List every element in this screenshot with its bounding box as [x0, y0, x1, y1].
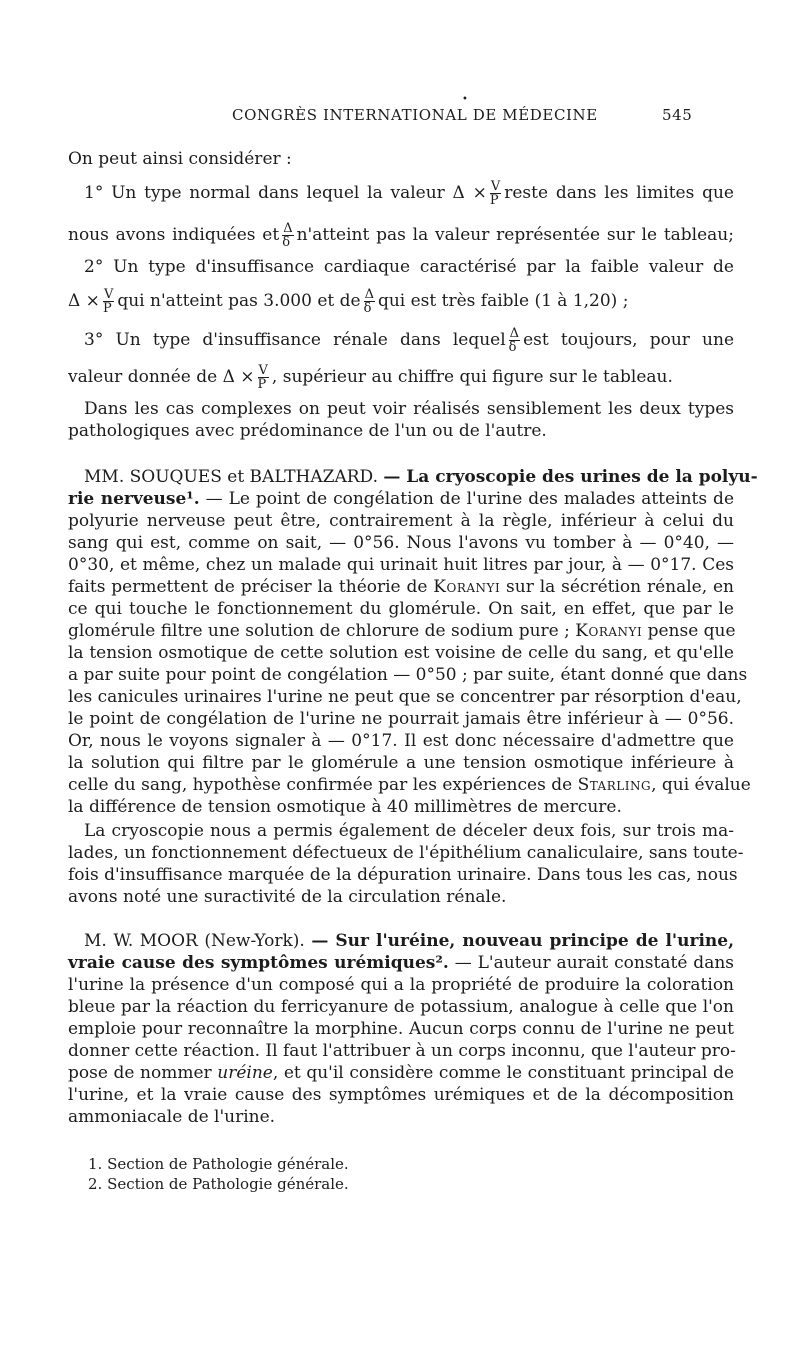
paragraph-line: 3° Un type d'insuffisance rénale dans lequel $\frac{\Delta}{\delta}$ est toujours, pour une — [84, 326, 734, 355]
paragraph-line: sang qui est, comme on sait, — 0°56. Nous l'avons vu tomber à — 0°40, — — [68, 533, 734, 553]
paragraph-line: fois d'insuffisance marquée de la dépuration urinaire. Dans tous les cas, nous — [68, 865, 738, 885]
paragraph-line: ammoniacale de l'urine. — [68, 1107, 276, 1127]
paragraph-line: la tension osmotique de cette solution est voisine de celle du sang, et qu'elle — [68, 643, 734, 663]
paragraph-line: bleue par la réaction du ferricyanure de potassium, analogue à celle que l'on — [68, 997, 734, 1017]
author-name: Koranyi — [433, 577, 501, 597]
paragraph-line: lades, un fonctionnement défectueux de l'épithélium canaliculaire, sans toute- — [68, 843, 744, 863]
author-name: Starling — [577, 775, 652, 795]
paragraph-line: celle du sang, hypothèse confirmée par les expériences de Starling, qui évalue — [68, 775, 751, 795]
header-mark: • — [462, 94, 469, 105]
paragraph-line: Δ × $\frac{V}{P}$ qui n'atteint pas 3.000 et de $\frac{\Delta}{\delta}$ qui est très faible (1 à 1,20) ; — [68, 287, 629, 316]
paragraph-line: avons noté une suractivité de la circulation rénale. — [68, 887, 507, 907]
header-title: CONGRÈS INTERNATIONAL DE MÉDECINE — [232, 106, 598, 124]
paragraph-line: 1° Un type normal dans lequel la valeur Δ × $\frac{V}{P}$ reste dans les limites que — [84, 179, 734, 208]
fraction-delta-over-delta: $\frac{\Delta}{\delta}$ — [282, 221, 293, 250]
paragraph-line: emploie pour reconnaître la morphine. Aucun corps connu de l'urine ne peut — [68, 1019, 734, 1039]
fraction-delta-over-delta: $\frac{\Delta}{\delta}$ — [363, 287, 374, 316]
paragraph-line: a par suite pour point de congélation — 0°50 ; par suite, étant donné que dans — [68, 665, 748, 685]
section-heading-line: M. W. MOOR (New-York). — Sur l'uréine, nouveau principe de l'urine, — [84, 931, 734, 951]
paragraph-line: faits permettent de préciser la théorie de Koranyi sur la sécrétion rénale, en — [68, 577, 734, 597]
paragraph-line: la solution qui filtre par le glomérule a une tension osmotique inférieure à — [68, 753, 734, 773]
paragraph-line: le point de congélation de l'urine ne pourrait jamais être inférieur à — 0°56. — [68, 709, 734, 729]
paragraph-line: valeur donnée de Δ × $\frac{V}{P}$ , supérieur au chiffre qui figure sur le tableau. — [68, 363, 673, 392]
paragraph-line: donner cette réaction. Il faut l'attribuer à un corps inconnu, que l'auteur pro- — [68, 1041, 736, 1061]
paragraph-line: polyurie nerveuse peut être, contrairement à la règle, inférieur à celui du — [68, 511, 734, 531]
paragraph-line: ce qui touche le fonctionnement du glomérule. On sait, en effet, que par le — [68, 599, 734, 619]
paragraph-line: pose de nommer uréine, et qu'il considère comme le constituant principal de — [68, 1063, 735, 1083]
running-header — [0, 94, 800, 130]
paragraph-line: glomérule filtre une solution de chlorure de sodium pure ; Koranyi pense que — [68, 621, 736, 641]
footnote-2: 2. Section de Pathologie générale. — [88, 1175, 349, 1193]
paragraph-line: 2° Un type d'insuffisance cardiaque caractérisé par la faible valeur de — [84, 257, 734, 277]
paragraph-line: Or, nous le voyons signaler à — 0°17. Il est donc nécessaire d'admettre que — [68, 731, 734, 751]
fraction-v-over-p: $\frac{V}{P}$ — [102, 287, 114, 316]
paragraph-line: les canicules urinaires l'urine ne peut que se concentrer par résorption d'eau, — [68, 687, 742, 707]
paragraph-line: pathologiques avec prédominance de l'un ou de l'autre. — [68, 421, 547, 441]
paragraph-line: On peut ainsi considérer : — [68, 149, 292, 169]
paragraph-line: l'urine la présence d'un composé qui a la propriété de produire la coloration — [68, 975, 734, 995]
page-number: 545 — [662, 106, 693, 124]
fraction-v-over-p: $\frac{V}{P}$ — [257, 363, 268, 392]
fraction-v-over-p: $\frac{V}{P}$ — [489, 179, 501, 208]
paragraph-line: nous avons indiquées et $\frac{\Delta}{\delta}$ n'atteint pas la valeur représentée sur le tableau; — [68, 221, 734, 250]
paragraph-line: vraie cause des symptômes urémiques². — L'auteur aurait constaté dans — [68, 953, 734, 973]
paragraph-line: l'urine, et la vraie cause des symptômes urémiques et de la décomposition — [68, 1085, 734, 1105]
footnote-1: 1. Section de Pathologie générale. — [88, 1155, 349, 1173]
paragraph-line: 0°30, et même, chez un malade qui urinait huit litres par jour, à — 0°17. Ces — [68, 555, 734, 575]
paragraph-line: Dans les cas complexes on peut voir réalisés sensiblement les deux types — [84, 399, 734, 419]
paragraph-line: la différence de tension osmotique à 40 millimètres de mercure. — [68, 797, 622, 817]
paragraph-line: rie nerveuse¹. — Le point de congélation de l'urine des malades atteints de — [68, 489, 735, 509]
paragraph-line: La cryoscopie nous a permis également de déceler deux fois, sur trois ma- — [84, 821, 734, 841]
author-name: Koranyi — [575, 621, 643, 641]
coined-term: uréine — [217, 1063, 273, 1083]
section-heading-line: MM. SOUQUES et BALTHAZARD. — La cryoscopie des urines de la polyu- — [84, 467, 758, 487]
fraction-delta-over-delta: $\frac{\Delta}{\delta}$ — [508, 326, 520, 355]
